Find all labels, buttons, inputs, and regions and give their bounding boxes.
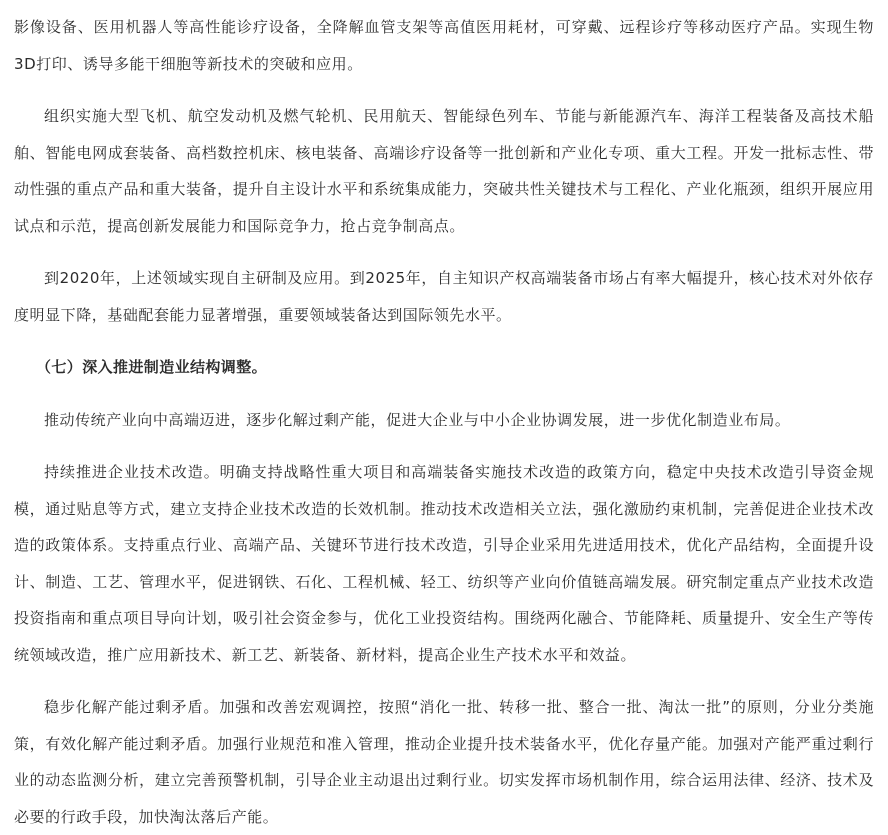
paragraph-overcapacity: 稳步化解产能过剩矛盾。加强和改善宏观调控，按照“消化一批、转移一批、整合一批、淘汰一批”的原则，分业分类施策，有效化解产能过剩矛盾。加强行业规范和准入管理，推动企业提升技术装备水平，优化存量产能。加强对产能严重过剩行业的动态监测分析，建立完善预警机制，引导企业主动退出过剩行业。切实发挥市场机制作用，综合运用法律、经济、技术及必要的行政手段，加快淘汰落后产能。 — [14, 698, 874, 826]
paragraph-industry-upgrade: 推动传统产业向中高端迈进，逐步化解过剩产能，促进大企业与中小企业协调发展，进一步优化制造业布局。 — [44, 410, 791, 429]
paragraph-technical-transformation: 持续推进企业技术改造。明确支持战略性重大项目和高端装备实施技术改造的政策方向，稳定中央技术改造引导资金规模，通过贴息等方式，建立支持企业技术改造的长效机制。推动技术改造相关立法，强化激励约束机制，完善促进企业技术改造的政策体系。支持重点行业、高端产品、关键环节进行技术改造，引导企业采用先进适用技术，优化产品结构，全面提升设计、制造、工艺、管理水平，促进钢铁、石化、工程机械、轻工、纺织等产业向价值链高端发展。研究制定重点产业技术改造投资指南和重点项目导向计划，吸引社会资金参与，优化工业投资结构。围绕两化融合、节能降耗、质量提升、安全生产等传统领域改造，推广应用新技术、新工艺、新装备、新材料，提高企业生产技术水平和效益。 — [14, 463, 874, 664]
paragraph-medical-devices: 影像设备、医用机器人等高性能诊疗设备，全降解血管支架等高值医用耗材，可穿戴、远程诊疗等移动医疗产品。实现生物3D打印、诱导多能干细胞等新技术的突破和应用。 — [14, 18, 874, 73]
paragraph-major-projects: 组织实施大型飞机、航空发动机及燃气轮机、民用航天、智能绿色列车、节能与新能源汽车、海洋工程装备及高技术船舶、智能电网成套装备、高档数控机床、核电装备、高端诊疗设备等一批创新和产业化专项、重大工程。开发一批标志性、带动性强的重点产品和重大装备，提升自主设计水平和系统集成能力，突破共性关键技术与工程化、产业化瓶颈，组织开展应用试点和示范，提高创新发展能力和国际竞争力，抢占竞争制高点。 — [14, 107, 874, 235]
section-heading: （七）深入推进制造业结构调整。 — [36, 358, 268, 376]
paragraph-2020-2025-goals: 到2020年，上述领域实现自主研制及应用。到2025年，自主知识产权高端装备市场占有率大幅提升，核心技术对外依存度明显下降，基础配套能力显著增强，重要领域装备达到国际领先水平。 — [14, 269, 874, 324]
